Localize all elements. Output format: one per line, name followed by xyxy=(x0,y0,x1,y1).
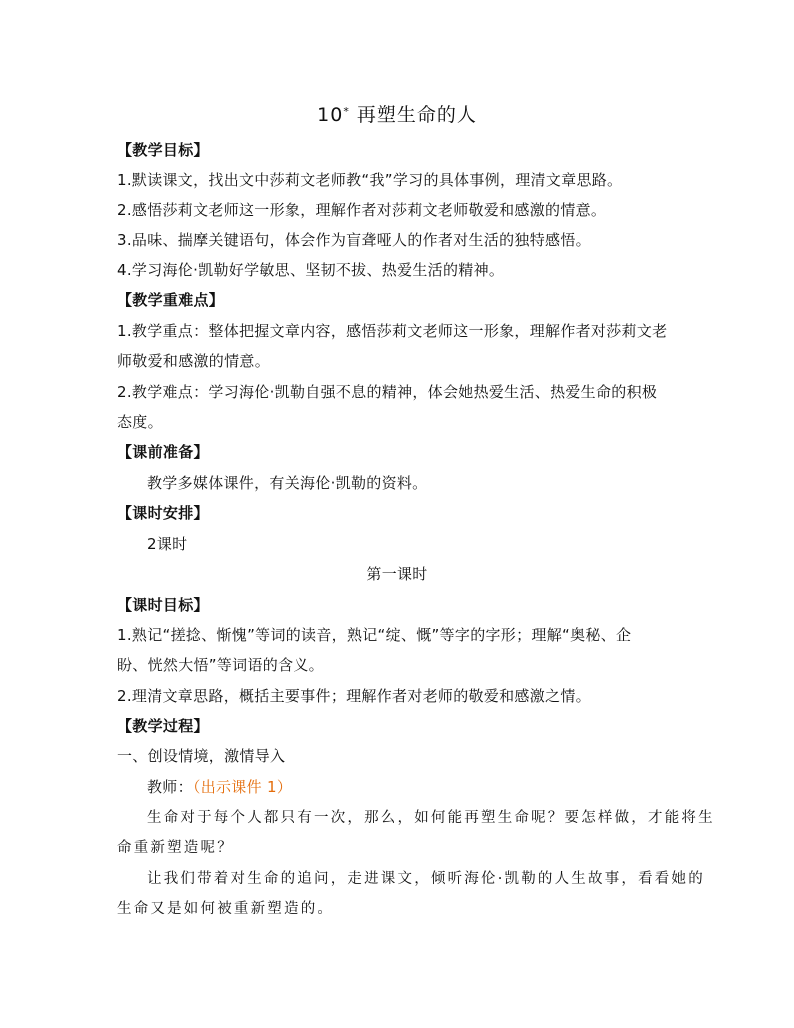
teacher-label: 教师： xyxy=(147,778,193,796)
schedule-heading: 【课时安排】 xyxy=(117,504,209,522)
paragraph-2b: 生命又是如何被重新塑造的。 xyxy=(117,901,335,917)
prep-text: 教学多媒体课件，有关海伦·凯勒的资料。 xyxy=(147,474,428,492)
goal-4: 4.学习海伦·凯勒好学敏思、坚韧不拔、热爱生活的精神。 xyxy=(117,261,505,279)
title-star: * xyxy=(343,105,350,118)
key-point-2b: 态度。 xyxy=(117,413,163,431)
teacher-line xyxy=(147,777,292,797)
lesson-goals-heading: 【课时目标】 xyxy=(117,596,209,614)
goals-heading: 【教学目标】 xyxy=(117,141,209,159)
lesson-goal-1b: 盼、恍然大悟”等词语的含义。 xyxy=(117,656,324,674)
schedule-text: 2课时 xyxy=(147,535,188,553)
page-title xyxy=(0,100,794,127)
lesson-title: 第一课时 xyxy=(366,565,428,583)
key-point-1b: 师敬爱和感激的情意。 xyxy=(117,352,271,370)
title-number: 10 xyxy=(317,104,344,126)
paragraph-1a: 生命对于每个人都只有一次，那么，如何能再塑生命呢？要怎样做，才能将生 xyxy=(147,810,715,826)
goal-1: 1.默读课文，找出文中莎莉文老师教“我”学习的具体事例，理清文章思路。 xyxy=(117,171,623,189)
lesson-goal-1a: 1.熟记“搓捻、惭愧”等词的读音，熟记“绽、慨”等字的字形；理解“奥秘、企 xyxy=(117,626,632,644)
key-heading: 【教学重难点】 xyxy=(117,291,225,309)
goal-2: 2.感悟莎莉文老师这一形象，理解作者对莎莉文老师敬爱和感激的情意。 xyxy=(117,201,607,219)
lesson-goal-2: 2.理清文章思路，概括主要事件；理解作者对老师的敬爱和感激之情。 xyxy=(117,687,591,705)
step-1: 一、创设情境，激情导入 xyxy=(117,747,286,765)
paragraph-2a: 让我们带着对生命的追问，走进课文，倾听海伦·凯勒的人生故事，看看她的 xyxy=(147,871,705,887)
goal-3: 3.品味、揣摩关键语句，体会作为盲聋哑人的作者对生活的独特感悟。 xyxy=(117,231,591,249)
key-point-2a: 2.教学难点：学习海伦·凯勒自强不息的精神，体会她热爱生活、热爱生命的积极 xyxy=(117,383,658,401)
courseware-note: （出示课件 1） xyxy=(192,778,293,796)
paragraph-1b: 命重新塑造呢？ xyxy=(117,840,234,856)
process-heading: 【教学过程】 xyxy=(117,717,209,735)
prep-heading: 【课前准备】 xyxy=(117,443,209,461)
key-point-1a: 1.教学重点：整体把握文章内容，感悟莎莉文老师这一形象，理解作者对莎莉文老 xyxy=(117,322,668,340)
title-text: 再塑生命的人 xyxy=(356,104,477,126)
